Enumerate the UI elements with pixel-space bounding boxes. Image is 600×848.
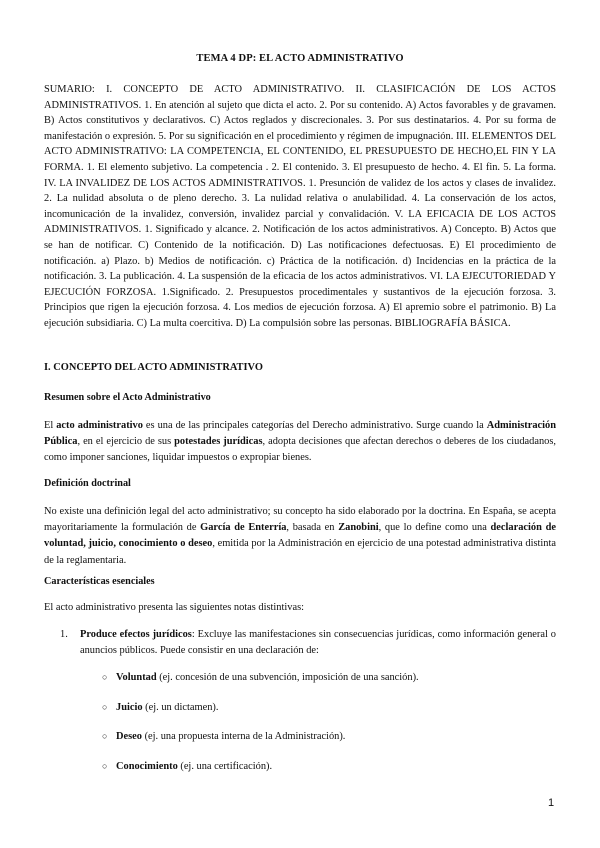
bullet-item: ○ Conocimiento (ej. una certificación). (102, 761, 273, 772)
term-zanobini: Zanobini (338, 522, 379, 534)
section-heading: I. CONCEPTO DEL ACTO ADMINISTRATIVO (44, 362, 263, 373)
circle-bullet-icon: ○ (102, 761, 108, 771)
summary-paragraph: SUMARIO: I. CONCEPTO DE ACTO ADMINISTRATIVO. II. CLASIFICACIÓN DE LOS ACTOS ADMINISTRATIVOS. 1. En atención al sujeto que dicta el acto. 2. Por su contenido. A) Actos favorables y de gravamen. B) Actos constitutivos y declarativos. C) Actos reglados y discrecionales. 3. Por sus destinatarios. 4. Por su forma de manifestación o expresión. 5. Por su significación en el procedimiento y régimen de impugnación. III. ELEMENTOS DEL ACTO ADMINISTRATIVO: LA COMPETENCIA, EL CONTENIDO, EL PRESUPUESTO DE HECHO,EL FIN Y LA FORMA. 1. El elemento subjetivo. La competencia . 2. El contenido. 3. El presupuesto de hecho. 4. El fin. 5. La forma. IV. LA INVALIDEZ DE LOS ACTOS ADMINISTRATIVOS. 1. Presunción de validez de los actos y clases de invalidez. 2. La nulidad absoluta o de pleno derecho. 3. La nulidad relativa o anulabilidad. 4. La conservación de los actos, incomunicación de la invalidez, conversión, invalidez parcial y convalidación. V. LA EFICACIA DE LOS ACTOS ADMINISTRATIVOS. 1. Significado y alcance. 2. Notificación de los actos administrativos. A) Concepto. B) Actos que se han de notificar. C) Contenido de la notificación. D) Las notificaciones defectuosas. E) El procedimiento de notificación. a) Plazo. b) Medios de notificación. c) Práctica de la notificación. d) Incidencias en la práctica de la notificación. 3. La publicación. 4. La suspensión de la eficacia de los actos administrativos. VI. LA EJECUTORIEDAD Y EJECUCIÓN FORZOSA. 1.Significado. 2. Presupuestos procedimentales y sustantivos de la ejecución forzosa. 3. Principios que rigen la ejecución forzosa. 4. Los medios de ejecución forzosa. A) El apremio sobre el patrimonio. B) La ejecución subsidiaria. C) La multa coercitiva. D) La compulsión sobre las personas. BIBLIOGRAFÍA BÁSICA. (44, 84, 556, 329)
resumen-heading: Resumen sobre el Acto Administrativo (44, 392, 211, 403)
resumen-paragraph: El acto administrativo es una de las principales categorías del Derecho administrativo. Surge cuando la Administración Pública, en el ejercicio de sus potestades jurídicas, adopta decisiones que afectan derechos o deberes de los ciudadanos, como imponer sanciones, liquidar impuestos o expropiar bienes. (44, 420, 557, 464)
list-number: 1. (60, 629, 68, 640)
term-acto-administrativo: acto administrativo (56, 420, 143, 431)
bullet-item: ○ Voluntad (ej. concesión de una subvención, imposición de una sanción). (102, 672, 419, 683)
definicion-heading: Definición doctrinal (44, 478, 131, 489)
term-administracion-publica: Administración Pública (44, 420, 556, 448)
circle-bullet-icon: ○ (102, 702, 108, 712)
caracteristicas-intro: El acto administrativo presenta las siguientes notas distintivas: (44, 602, 305, 613)
document-title: TEMA 4 DP: EL ACTO ADMINISTRATIVO (196, 53, 404, 64)
list-item: 1. Produce efectos jurídicos: Excluye las manifestaciones sin consecuencias jurídicas, como información general o anuncios públicos. Puede consistir en una declaración de: (60, 629, 556, 656)
list-item-term: Produce efectos jurídicos (80, 629, 192, 640)
bullet-item: ○ Juicio (ej. un dictamen). (102, 702, 219, 713)
bullet-item: ○ Deseo (ej. una propuesta interna de la Administración). (102, 731, 346, 742)
circle-bullet-icon: ○ (102, 731, 108, 741)
circle-bullet-icon: ○ (102, 672, 108, 682)
page-number: 1 (548, 797, 555, 809)
term-garcia-de-enterria: García de Enterría (200, 522, 287, 534)
term-potestades-juridicas: potestades jurídicas (174, 436, 263, 448)
caracteristicas-heading: Características esenciales (44, 576, 155, 587)
definicion-paragraph: No existe una definición legal del acto administrativo; su concepto ha sido elaborado por la doctrina. En España, se acepta mayoritariamente la formulación de García de Enterría, basada en Zanobini, que lo define como una declaración de voluntad, juicio, conocimiento o deseo, emitida por la Administración en ejercicio de una potestad administrativa distinta de la reglamentaria. (44, 506, 557, 566)
term-declaracion: declaración de voluntad, juicio, conocimiento o deseo (44, 522, 556, 550)
